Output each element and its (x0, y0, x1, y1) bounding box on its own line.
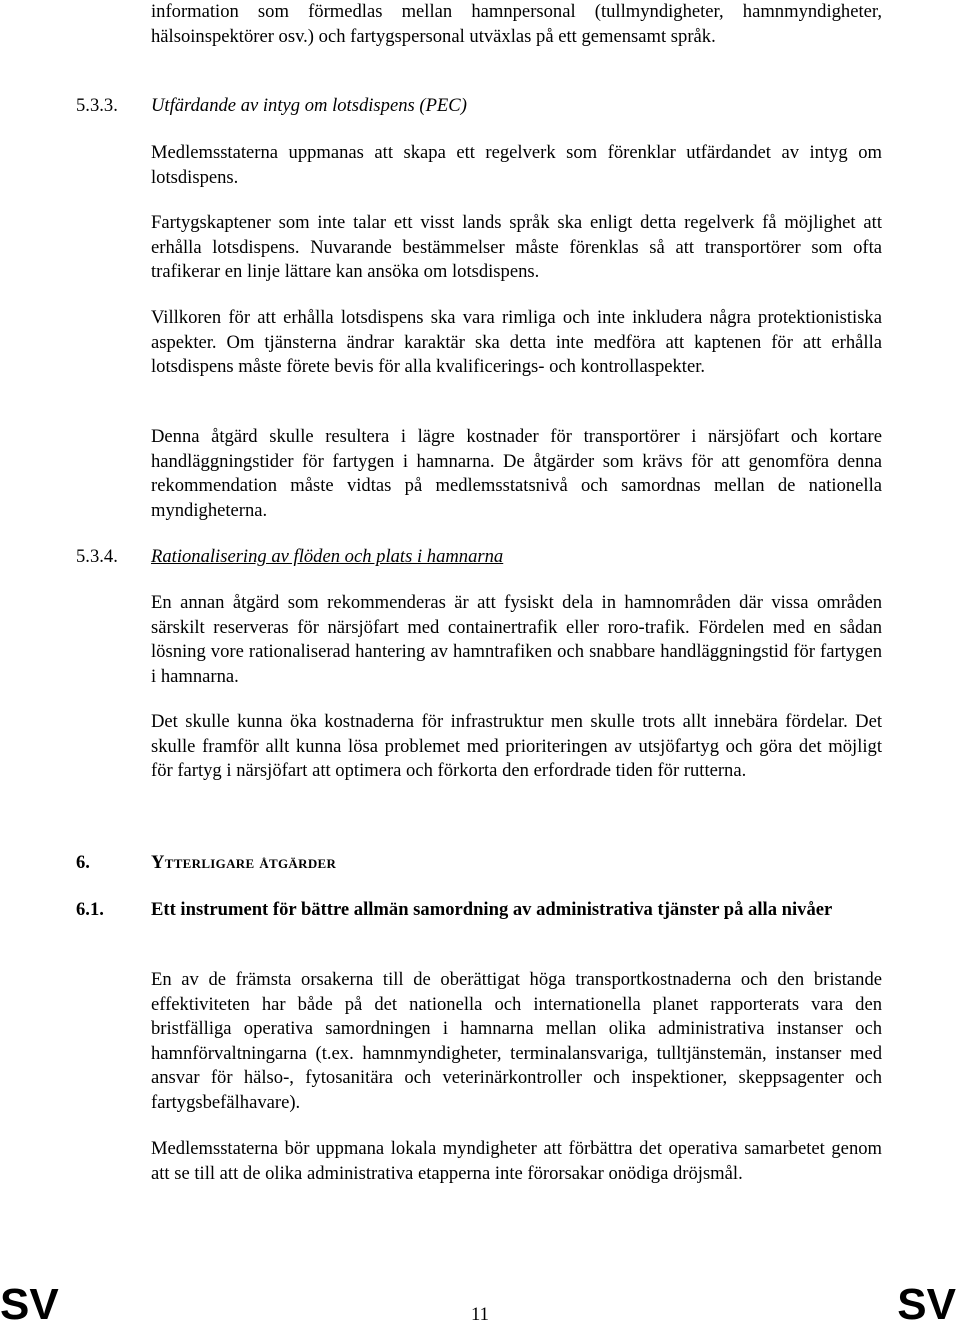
section-number-5-3-4: 5.3.4. (76, 546, 118, 567)
section-title-5-3-3: Utfärdande av intyg om lotsdispens (PEC) (151, 95, 467, 116)
paragraph-5-3-3-1: Medlemsstaterna uppmanas att skapa ett regelverk som förenklar utfärdandet av intyg om lotsdispens. (151, 142, 882, 188)
paragraph-5-3-4-2: Det skulle kunna öka kostnaderna för infrastruktur men skulle trots allt innebära fördelar. Det skulle framför allt kunna lösa problemet med prioriteringen av utsjöfartyg och göra det möjligt för fartyg i närsjöfart att optimera och förkorta den erfordrade tiden för rutterna. (151, 711, 882, 782)
paragraph-5-3-3-4: Denna åtgärd skulle resultera i lägre kostnader för transportörer i närsjöfart och kortare handläggningstider för fartygen i hamnarna. De åtgärder som krävs för att genomföra denna rekommendation måste vidtas på medlemsstatsnivå och samordnas mellan de nationella myndigheterna. (151, 426, 882, 521)
footer-language-right: SV (897, 1280, 956, 1329)
section-number-5-3-3: 5.3.3. (76, 95, 118, 116)
paragraph-5-3-3-2: Fartygskaptener som inte talar ett visst lands språk ska enligt detta regelverk få möjlighet att erhålla lotsdispens. Nuvarande bestämmelser måste förenklas så att transportörer som ofta trafikerar en linje lättare kan ansöka om lotsdispens. (151, 212, 882, 283)
chapter-number-6: 6. (76, 852, 90, 873)
footer-language-left: SV (0, 1280, 59, 1329)
paragraph-5-3-3-3: Villkoren för att erhålla lotsdispens ska vara rimliga och inte inkludera några protektionistiska aspekter. Om tjänsterna ändrar karaktär ska detta inte medföra att kaptenen för att erhålla lotsdispens måste förete bevis för alla kvalificerings- och kontrollaspekter. (151, 307, 882, 378)
paragraph-6-1-2: Medlemsstaterna bör uppmana lokala myndigheter att förbättra det operativa samarbetet genom att se till att de olika administrativa etapperna inte förorsakar onödiga dröjsmål. (151, 1138, 882, 1184)
section-number-6-1: 6.1. (76, 899, 104, 920)
section-title-5-3-4: Rationalisering av flöden och plats i hamnarna (151, 546, 504, 567)
chapter-title-6: Ytterligare åtgärder (151, 852, 337, 873)
paragraph-5-3-4-1: En annan åtgärd som rekommenderas är att fysiskt dela in hamnområden där vissa områden särskilt reserveras för närsjöfart med containertrafik eller roro-trafik. Fördelen med en sådan lösning vore rationaliserad hantering av hamntrafiken och snabbare handläggningstid för fartygen i hamnarna. (151, 592, 882, 687)
footer-page-number: 11 (471, 1304, 489, 1325)
paragraph-6-1-1: En av de främsta orsakerna till de oberättigat höga transportkostnaderna och den bristande effektiviteten har både på det nationella och internationella planet rapporterats vara den bristfälliga operativa samordningen i hamnarna mellan olika administrativa instanser och hamnförvaltningarna (t.ex. hamnmyndigheter, terminalansvariga, tulltjänstemän, instanser med ansvar för hälso-, fytosanitära och veterinärkontroller och inspektioner, skeppsagenter och fartygsbefälhavare). (151, 969, 882, 1113)
paragraph-intro: information som förmedlas mellan hamnpersonal (tullmyndigheter, hamnmyndigheter, hälsoinspektörer osv.) och fartygspersonal utväxlas på ett gemensamt språk. (151, 1, 882, 47)
section-title-6-1: Ett instrument för bättre allmän samordning av administrativa tjänster på alla nivåer (151, 899, 833, 920)
